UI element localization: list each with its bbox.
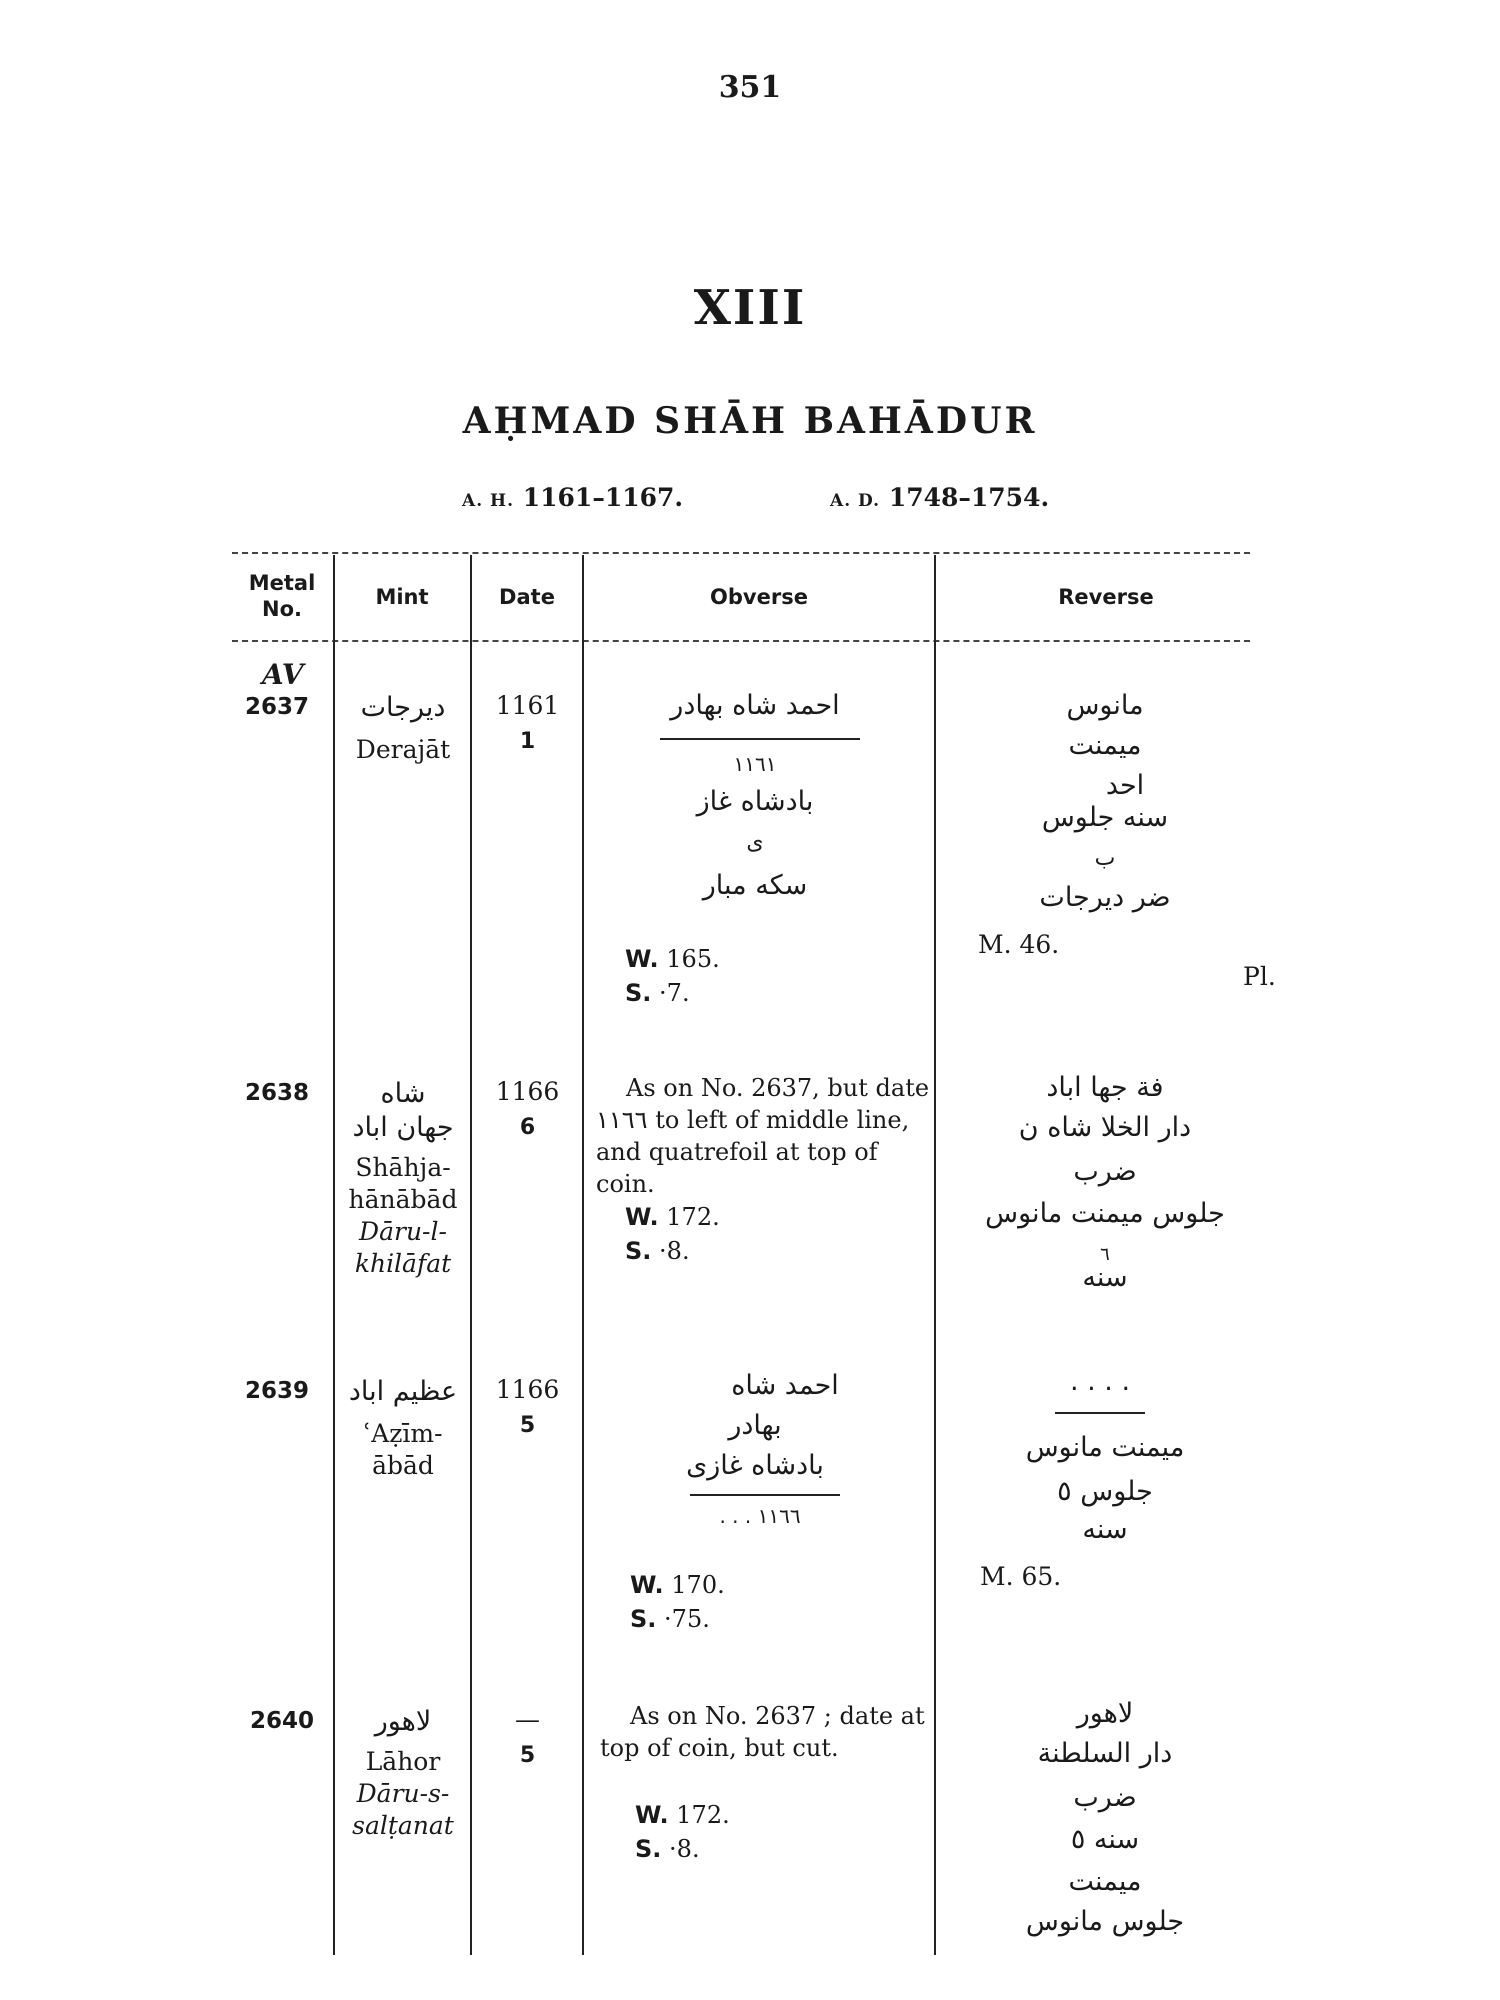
reverse-line: ٦	[1100, 1244, 1110, 1265]
reverse-line: لاهور	[1076, 1698, 1134, 1729]
reverse-line: ميمنت	[1068, 730, 1142, 761]
obverse-line: بهادر	[728, 1410, 782, 1441]
weight-label: W.	[630, 1571, 664, 1599]
description-line: ١١٦٦ to left of middle line,	[596, 1106, 910, 1134]
date-ah: 1161	[495, 691, 560, 720]
mint-name-line: Lāhor	[365, 1747, 441, 1776]
regnal-year	[475, 1408, 580, 1442]
coin-number: 2639	[245, 1378, 310, 1404]
reference: M. 46.	[978, 930, 1060, 959]
mint-name-line: ābād	[372, 1451, 434, 1480]
weight-label: W.	[635, 1801, 669, 1829]
reverse-line: جلوس ٥	[1057, 1476, 1153, 1507]
description-line: and quatrefoil at top of coin.	[596, 1138, 878, 1198]
regnal-year-value: 1	[519, 729, 536, 754]
weight-label: W.	[625, 1203, 659, 1231]
mint-name	[338, 1418, 468, 1482]
date-ah: 1166	[495, 1077, 560, 1106]
reverse-line: دار السلطنة	[1037, 1738, 1173, 1769]
header-reverse: Reverse	[1058, 585, 1154, 609]
column-divider	[470, 555, 472, 1955]
obverse-line: ١١٦١	[733, 752, 777, 776]
reverse-line: . . . .	[1069, 1366, 1131, 1397]
reverse-line: مانوس	[1066, 690, 1144, 721]
reverse-line: ضرب	[1073, 1782, 1137, 1813]
mint-name	[338, 1746, 468, 1842]
ruler-name: AḤMAD SHĀH BAHĀDUR	[462, 400, 1038, 442]
size	[635, 1832, 700, 1866]
mint-arabic: جهان اباد	[352, 1112, 454, 1143]
mint-arabic: شاه	[380, 1078, 426, 1109]
reverse-line: سنه ٥	[1070, 1824, 1140, 1855]
mint-epithet-line: Dāru-s-	[356, 1779, 450, 1808]
column-divider	[582, 555, 584, 1955]
obverse-description	[596, 1072, 932, 1200]
header-mint: Mint	[375, 585, 429, 609]
mint-arabic: عظيم اباد	[348, 1376, 458, 1407]
size-label: S.	[625, 1237, 652, 1265]
weight-value: 172.	[676, 1801, 730, 1829]
regnal-year-value: 5	[519, 1413, 536, 1438]
description-line: top of coin, but cut.	[600, 1734, 839, 1762]
description-line: As on No. 2637 ; date at	[630, 1702, 925, 1730]
regnal-year-value: 6	[519, 1115, 536, 1140]
ah-range: 1161–1167.	[522, 483, 684, 512]
header-obverse: Obverse	[710, 585, 808, 609]
table-top-rule	[232, 552, 1250, 554]
obverse-rule	[660, 738, 860, 740]
mint-arabic: ديرجات	[360, 692, 446, 723]
header-no: No.	[262, 597, 302, 621]
reverse-line: فة جها اباد	[1046, 1072, 1164, 1103]
mint-epithet-line: Dāru-l-	[359, 1217, 447, 1246]
regnal-year	[475, 1738, 580, 1772]
header-date: Date	[499, 585, 555, 609]
size-value: ·8.	[669, 1835, 700, 1863]
mint-name-line: hānābād	[348, 1185, 458, 1214]
size-value: ·75.	[664, 1605, 710, 1633]
weight	[630, 1568, 725, 1602]
obverse-rule	[690, 1494, 840, 1496]
ad-range: 1748–1754.	[888, 483, 1050, 512]
reverse-line: جلوس ميمنت مانوس	[985, 1198, 1225, 1229]
reverse-line: احد	[1105, 770, 1145, 801]
reverse-line: ميمنت	[1068, 1866, 1142, 1897]
size-label: S.	[625, 979, 652, 1007]
mint-name: Derajāt	[355, 735, 451, 764]
plate-reference: Pl.	[1243, 962, 1276, 991]
regnal-year	[475, 1110, 580, 1144]
mint-name-line: ʿAẓīm-	[363, 1419, 443, 1448]
description-line: As on No. 2637, but date	[626, 1074, 930, 1102]
weight	[625, 1200, 720, 1234]
obverse-description	[600, 1700, 932, 1764]
reverse-line: سنه	[1082, 1514, 1128, 1545]
mint-epithet-line: khilāfat	[354, 1249, 452, 1278]
mint-arabic: لاهور	[374, 1706, 432, 1737]
weight-value: 165.	[666, 945, 720, 973]
obverse-line: ى	[746, 830, 764, 855]
obverse-line: ١١٦٦ . . .	[719, 1504, 801, 1528]
size	[625, 976, 690, 1010]
regnal-year	[475, 724, 580, 758]
header-bottom-rule	[232, 640, 1250, 642]
header-metal: Metal	[248, 571, 316, 595]
date-ah: —	[515, 1705, 540, 1734]
ad-dates	[830, 483, 1049, 512]
page-number: 351	[718, 70, 782, 105]
obverse-line: احمد شاه بهادر	[670, 690, 840, 721]
reverse-rule	[1055, 1412, 1145, 1414]
reverse-line: دار الخلا شاه ن	[1018, 1112, 1192, 1143]
reverse-line: سنه جلوس	[1041, 802, 1169, 833]
weight-value: 170.	[671, 1571, 725, 1599]
coin-number: 2637	[245, 694, 310, 720]
mint-epithet-line: salṭanat	[352, 1811, 454, 1840]
size	[625, 1234, 690, 1268]
size	[630, 1602, 710, 1636]
column-divider	[333, 555, 335, 1955]
reverse-line: ضرب	[1073, 1156, 1137, 1187]
reverse-line: جلوس مانوس	[1025, 1906, 1185, 1937]
coin-number: 2638	[245, 1080, 310, 1106]
chapter-title: XIII	[693, 280, 807, 336]
obverse-line: بادشاه غازى	[686, 1450, 824, 1481]
reverse-line: ميمنت مانوس	[1025, 1432, 1185, 1463]
date-ah: 1166	[495, 1375, 560, 1404]
obverse-line: احمد شاه	[731, 1370, 839, 1401]
reverse-line: سنه	[1082, 1262, 1128, 1293]
reverse-line: ب	[1094, 846, 1116, 871]
weight	[635, 1798, 730, 1832]
size-value: ·8.	[659, 1237, 690, 1265]
reverse-line: ضر ديرجات	[1039, 882, 1171, 913]
coin-number: 2640	[250, 1708, 315, 1734]
obverse-line: بادشاه غاز	[696, 786, 814, 817]
mint-name	[338, 1152, 468, 1280]
regnal-year-value: 5	[519, 1743, 536, 1768]
obverse-line: سكه مبار	[702, 870, 808, 901]
weight-value: 172.	[666, 1203, 720, 1231]
weight	[625, 942, 720, 976]
ad-label: A. D.	[830, 491, 881, 511]
size-value: ·7.	[659, 979, 690, 1007]
size-label: S.	[635, 1835, 662, 1863]
metal-symbol: AV	[262, 658, 304, 691]
reference: M. 65.	[980, 1562, 1062, 1591]
size-label: S.	[630, 1605, 657, 1633]
ah-dates	[462, 483, 683, 512]
ah-label: A. H.	[462, 491, 515, 511]
header-metal-no	[232, 570, 332, 622]
weight-label: W.	[625, 945, 659, 973]
column-divider	[934, 555, 936, 1955]
mint-name-line: Shāhja-	[355, 1153, 451, 1182]
